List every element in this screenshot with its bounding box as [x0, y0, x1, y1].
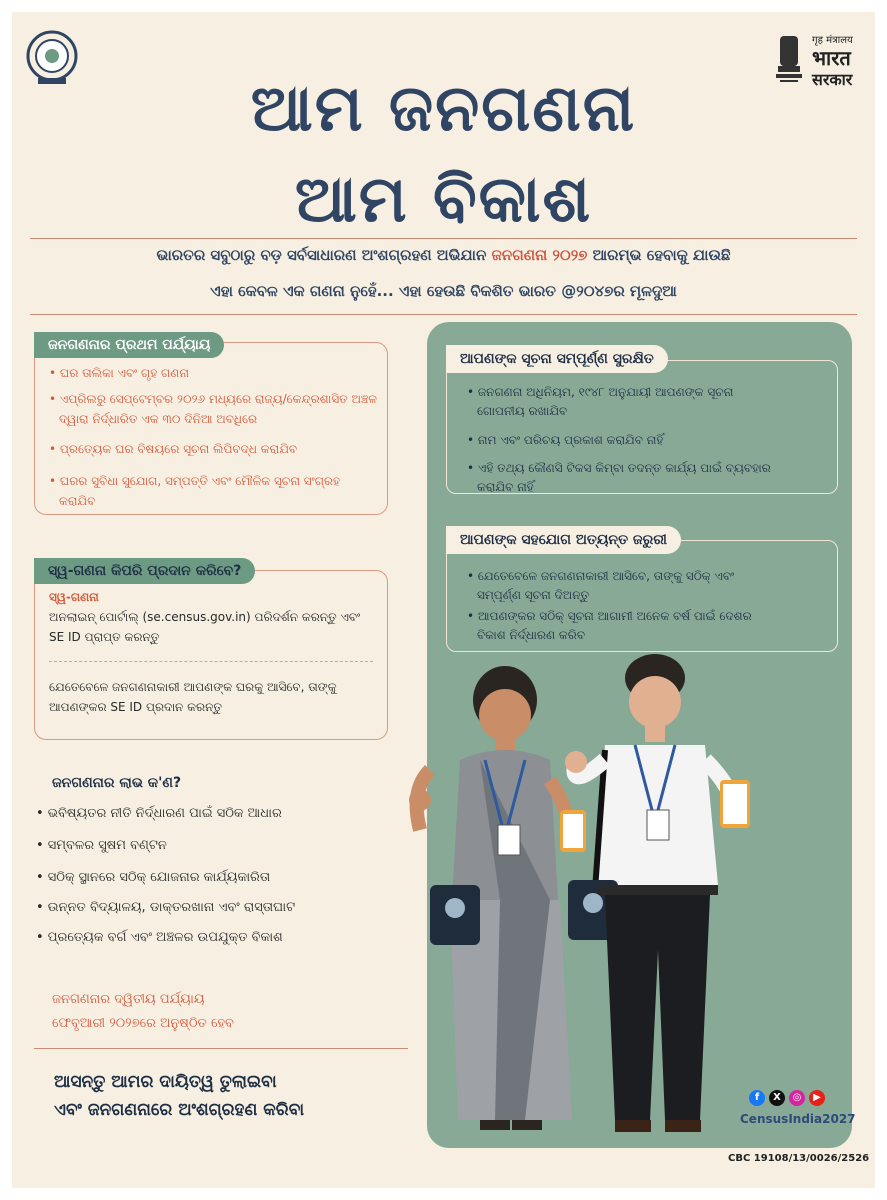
benefit-item: • ଭବିଷ୍ୟତର ନୀତି ନିର୍ଦ୍ଧାରଣ ପାଇଁ ସଠିକ ଆଧାର [36, 806, 282, 821]
self-enum-label: ସ୍ୱ-ଗଣନା [49, 590, 99, 604]
headline-line-1: ଭାରତର ସବୁଠାରୁ ବଡ଼ ସର୍ବସାଧାରଣ ଅଂଶଗ୍ରହଣ ଅଭିଯାନ ଜନଗଣନା ୨୦୨୭ ଆରମ୍ଭ ହେବାକୁ ଯାଉଛି [156, 246, 731, 264]
x-icon[interactable]: X [769, 1090, 785, 1106]
gov-sarkar-text: सरकार [812, 70, 853, 89]
second-phase-line-1: ଜନଗଣନାର ଦ୍ୱିତୀୟ ପର୍ଯ୍ୟାୟ [52, 992, 205, 1007]
youtube-icon[interactable]: ▶ [809, 1090, 825, 1106]
benefits-title: ଜନଗଣନାର ଲାଭ କ'ଣ? [52, 775, 182, 791]
dotted-divider [49, 661, 373, 662]
list-item: • ଏହି ତଥ୍ୟ କୌଣସି ଟିକସ କିମ୍ବା ତଦନ୍ତ କାର୍ଯ୍ୟ ପାଇଁ ବ୍ୟବହାର [467, 461, 771, 475]
instagram-icon[interactable]: ◎ [789, 1090, 805, 1106]
cooperation-tag: ଆପଣଙ୍କ ସହଯୋଗ ଅତ୍ୟନ୍ତ ଜରୁରୀ [446, 526, 681, 554]
benefit-item: • ସମ୍ବଳର ସୁଷମ ବଣ୍ଟନ [36, 838, 167, 853]
benefit-item: • ପ୍ରତ୍ୟେକ ବର୍ଗ ଏବଂ ଅଞ୍ଚଳର ଉପଯୁକ୍ତ ବିକାଶ [36, 930, 283, 945]
list-item: ସମ୍ପୂର୍ଣ୍ଣ ସୂଚନା ଦିଅନ୍ତୁ [477, 588, 590, 602]
facebook-icon[interactable]: f [749, 1090, 765, 1106]
gov-bharat-text: भारत [812, 46, 851, 70]
social-handle: CensusIndia2027 [740, 1112, 856, 1126]
list-item: ଦ୍ୱାରା ନିର୍ଦ୍ଧାରିତ ଏକ ୩୦ ଦିନିଆ ଅବଧିରେ [59, 412, 258, 426]
list-item: • ଏପ୍ରିଲରୁ ସେପ୍ଟେମ୍ବର ୨୦୨୬ ମଧ୍ୟରେ ରାଜ୍ୟ/କେନ୍ଦ୍ରଶାସିତ ଅଞ୍ଚଳ [49, 392, 377, 406]
closing-line-1: ଆସନ୍ତୁ ଆମର ଦାୟିତ୍ୱ ତୁଲାଇବା [54, 1072, 277, 1092]
cooperation-box [446, 540, 838, 652]
self-enum-line: ଆପଣଙ୍କର SE ID ପ୍ରଦାନ କରନ୍ତୁ [49, 700, 222, 714]
self-enum-line: ଅନଲାଇନ୍ ପୋର୍ଟାଲ୍ (se.census.gov.in) ପରିଦର୍ଶନ କରନ୍ତୁ ଏବଂ [49, 610, 361, 624]
title-line-1: ଆମ ଜନଗଣନା [250, 72, 637, 146]
list-item: • ଆପଣଙ୍କର ସଠିକ୍ ସୂଚନା ଆଗାମୀ ଅନେକ ବର୍ଷ ପାଇଁ ଦେଶର [467, 609, 752, 623]
list-item: • ନାମ ଏବଂ ପରିଚୟ ପ୍ରକାଶ କରାଯିବ ନାହିଁ [467, 433, 664, 447]
secure-box [446, 360, 838, 494]
first-phase-tag: ଜନଗଣନାର ପ୍ରଥମ ପର୍ଯ୍ୟାୟ [34, 332, 224, 358]
headline-highlight: ଜନଗଣନା ୨୦୨୭ [491, 246, 588, 264]
list-item: ବିକାଶ ନିର୍ଦ୍ଧାରଣ କରିବ [477, 628, 586, 642]
second-phase-line-2: ଫେବୃଆରୀ ୨୦୨୭ରେ ଅନୁଷ୍ଠିତ ହେବ [52, 1016, 234, 1031]
list-item: ଗୋପନୀୟ ରଖାଯିବ [477, 404, 568, 418]
list-item: • ଜନଗଣନା ଅଧିନିୟମ, ୧୯୪୮ ଅନୁଯାୟୀ ଆପଣଙ୍କ ସୂଚନା [467, 385, 734, 399]
cbc-code: CBC 19108/13/0026/2526 [728, 1153, 870, 1164]
gov-ministry-text: गृह मंत्रालय [812, 35, 853, 46]
man-enumerator-figure [565, 654, 750, 1132]
self-enum-line: ଯେତେବେଳେ ଜନଗଣନାକାରୀ ଆପଣଙ୍କ ଘରକୁ ଆସିବେ, ତାଙ୍କୁ [49, 680, 337, 694]
benefit-item: • ସଠିକ୍ ସ୍ଥାନରେ ସଠିକ୍ ଯୋଜନାର କାର୍ଯ୍ୟକାରିତା [36, 870, 271, 885]
social-icons [749, 1090, 839, 1110]
self-enum-line: SE ID ପ୍ରାପ୍ତ କରନ୍ତୁ [49, 630, 160, 644]
list-item: କରାଯିବ ନାହିଁ [477, 480, 534, 494]
closing-line-2: ଏବଂ ଜନଗଣନାରେ ଅଂଶଗ୍ରହଣ କରିବା [54, 1100, 305, 1120]
enumerators-illustration [400, 650, 780, 1150]
secure-tag: ଆପଣଙ୍କ ସୂଚନା ସମ୍ପୂର୍ଣ୍ଣ ସୁରକ୍ଷିତ [446, 345, 668, 373]
divider [30, 314, 857, 315]
benefit-item: • ଉନ୍ନତ ବିଦ୍ୟାଳୟ, ଡାକ୍ତରଖାନା ଏବଂ ରାସ୍ତାଘାଟ [36, 900, 296, 915]
list-item: • ପ୍ରତ୍ୟେକ ଘର ବିଷୟରେ ସୂଚନା ଲିପିବଦ୍ଧ କରାଯିବ [49, 442, 298, 456]
list-item: • ଯେତେବେଳେ ଜନଗଣନାକାରୀ ଆସିବେ, ତାଙ୍କୁ ସଠିକ୍ ଏବଂ [467, 569, 735, 583]
list-item: • ଘର ତାଲିକା ଏବଂ ଗୃହ ଗଣନା [49, 366, 189, 380]
self-enum-tag: ସ୍ୱ-ଗଣନା କିପରି ପ୍ରଦାନ କରିବେ? [34, 558, 255, 584]
headline-line-2: ଏହା କେବଳ ଏକ ଗଣନା ନୁହେଁ... ଏହା ହେଉଛି ବିକଶିତ ଭାରତ @୨୦୪୭ର ମୂଳଦୁଆ [210, 282, 677, 300]
list-item: • ଘରର ସୁବିଧା ସୁଯୋଗ, ସମ୍ପତ୍ତି ଏବଂ ମୌଳିକ ସୂଚନା ସଂଗ୍ରହ [49, 474, 340, 488]
woman-enumerator-figure [409, 666, 586, 1130]
divider [30, 238, 857, 239]
divider [34, 1048, 408, 1049]
first-phase-box [34, 342, 388, 515]
title-line-2: ଆମ ବିକାଶ [294, 163, 593, 237]
self-enum-box [34, 570, 388, 740]
list-item: କରାଯିବ [59, 494, 96, 508]
